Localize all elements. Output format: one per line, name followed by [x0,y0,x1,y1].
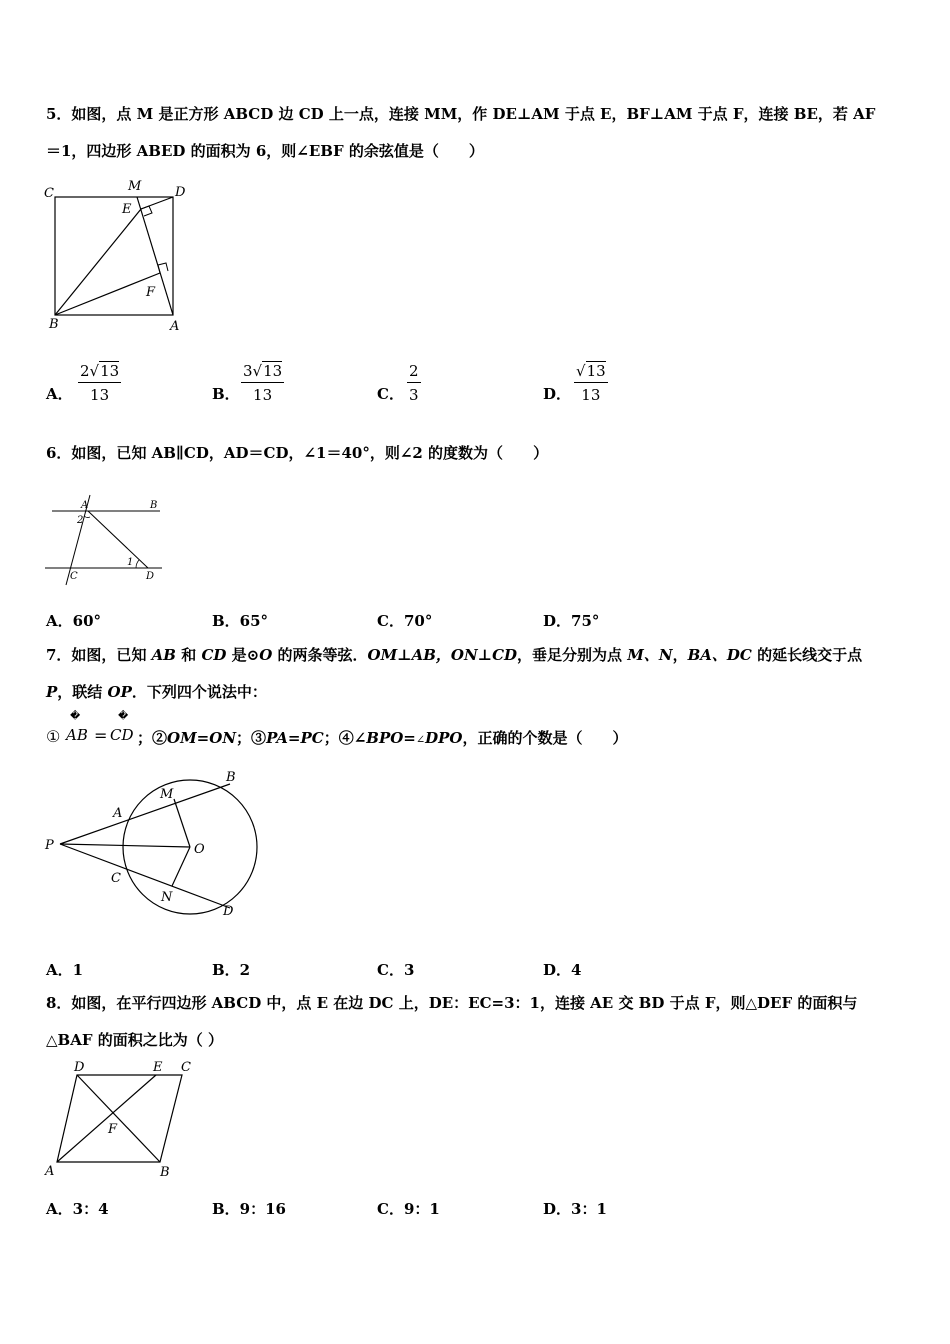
q7-arc-CD: CD [110,726,134,744]
q6-label-1: 1 [127,557,134,568]
q6-label-B: B [150,500,158,511]
q6-option-D[interactable]: D．75° [543,612,600,630]
q8-option-C[interactable]: C．9：1 [377,1200,440,1218]
q7-label-P: P [45,838,54,853]
q5-option-D-label[interactable]: D． [543,385,572,403]
q7-l2c: OP [107,683,132,701]
arc-icon: � [118,711,129,722]
q7-l1i: ，垂足分别为点 [517,646,628,664]
q8-label-F: F [108,1122,118,1137]
q5-label-F: F [146,285,156,300]
sqrt-icon: √ [252,362,263,380]
q7-option-C[interactable]: C．3 [377,961,415,979]
q7-l2a: P [46,683,58,701]
q5-B-num-coef: 3 [243,362,253,380]
sqrt-icon: √ [576,362,586,380]
q7-l1b: AB [151,646,176,664]
q7-l3f: BPO= [366,729,416,747]
q7-circled-1: ① [46,727,61,746]
q7-l1h: OM⊥AB，ON⊥CD [367,646,518,664]
q7-l3e: ；④∠ [323,729,367,747]
q7-l2d: ．下列四个说法中： [131,683,267,701]
q7-option-D[interactable]: D．4 [543,961,582,979]
q7-label-N: N [161,890,173,905]
q7-l3g: ∠ [415,733,426,746]
q5-label-C: C [44,186,54,201]
q7-line3-rest [137,727,627,748]
q8-option-A[interactable]: A．3：4 [46,1200,109,1218]
q5-line1: 5．如图，点 M 是正方形 ABCD 边 CD 上一点，连接 MM，作 DE⊥AM 于点 E，BF⊥AM 于点 F，连接 BE，若 AF [46,105,876,123]
sqrt-icon: √ [89,362,100,380]
q7-l3c: ；③ [236,729,267,747]
q7-l1k: ， [672,646,688,664]
q6-option-C[interactable]: C．70° [377,612,433,630]
q7-label-C: C [111,871,121,886]
q7-l1g: 的两条等弦． [272,646,368,664]
q8-label-D: D [74,1060,85,1075]
q6-option-B[interactable]: B．65° [212,612,269,630]
q5-label-E: E [122,202,132,217]
q8-label-A: A [45,1164,55,1179]
q5-option-D-fraction [574,362,608,404]
q5-option-C-label[interactable]: C． [377,385,404,403]
q7-l3b: OM=ON [167,729,237,747]
q7-label-D: D [223,904,234,919]
q6-label-D: D [146,571,155,582]
q8-label-C: C [181,1060,191,1075]
q7-l1m: 的延长线交于点 [751,646,863,664]
q7-eq: = [94,726,108,745]
q7-l2b: ，联结 [57,683,108,701]
q5-figure-square [40,175,200,340]
q6-label-A: A [81,500,89,511]
q7-label-B: B [226,770,236,785]
q8-option-B[interactable]: B．9：16 [212,1200,286,1218]
q5-label-D: D [175,185,186,200]
q5-line2: ＝1，四边形 ABED 的面积为 6，则∠EBF 的余弦值是（ ） [46,142,484,160]
q5-C-den: 3 [409,386,419,404]
q8-label-E: E [153,1060,163,1075]
q6-line1: 6．如图，已知 AB∥CD，AD＝CD，∠1＝40°，则∠2 的度数为（ ） [46,444,549,462]
q5-B-num-rad: 13 [263,362,283,380]
q5-B-den: 13 [253,386,273,404]
q7-label-O: O [194,842,205,857]
q7-l1a: 7．如图，已知 [46,646,152,664]
q5-A-num-coef: 2 [80,362,90,380]
q8-figure-parallelogram [40,1055,210,1185]
arc-icon: � [70,711,81,722]
q5-option-B-fraction [241,362,284,404]
q6-figure-parallel-lines [40,490,170,590]
q7-l1d: CD [201,646,227,664]
q5-label-B: B [49,317,59,332]
q8-option-D[interactable]: D．3：1 [543,1200,607,1218]
q7-l1c: 和 [176,646,202,664]
q5-A-den: 13 [90,386,110,404]
q7-l3i: ，正确的个数是（ ） [462,729,628,747]
q7-option-A[interactable]: A．1 [46,961,84,979]
q7-l3h: DPO [425,729,463,747]
q8-line1: 8．如图，在平行四边形 ABCD 中，点 E 在边 DC 上，DE：EC=3：1，连接 AE 交 BD 于点 F，则△DEF 的面积与 [46,994,858,1012]
q5-option-B-label[interactable]: B． [212,385,240,403]
q7-l1f: O [259,646,273,664]
q5-label-M: M [128,179,142,194]
q5-A-num-rad: 13 [100,362,120,380]
q5-D-num-rad: 13 [586,362,606,380]
q7-label-A: A [113,806,123,821]
q5-option-C-fraction [407,362,421,404]
q7-arc-AB: AB [66,726,88,744]
q5-C-num: 2 [407,362,421,383]
q7-line1 [46,644,862,665]
q6-label-2: 2 [77,515,84,526]
q6-label-C: C [70,571,78,582]
q7-line2 [46,681,267,702]
q6-option-A[interactable]: A．60° [46,612,102,630]
q7-l3a: ；② [137,729,168,747]
q7-l1l: BA、DC [687,646,752,664]
q5-label-A: A [170,319,180,334]
q8-line2: △BAF 的面积之比为（ ） [46,1031,223,1049]
q7-label-M: M [160,787,174,802]
q7-l1j: M、N [627,646,673,664]
q5-option-A-label[interactable]: A． [46,385,73,403]
q7-option-B[interactable]: B．2 [212,961,251,979]
q5-D-den: 13 [581,386,601,404]
q5-option-A-fraction [78,362,121,404]
q8-label-B: B [160,1165,170,1180]
q7-figure-circle [40,762,280,927]
q7-l1e: 是⊙ [226,646,260,664]
q7-l3d: PA=PC [266,729,324,747]
